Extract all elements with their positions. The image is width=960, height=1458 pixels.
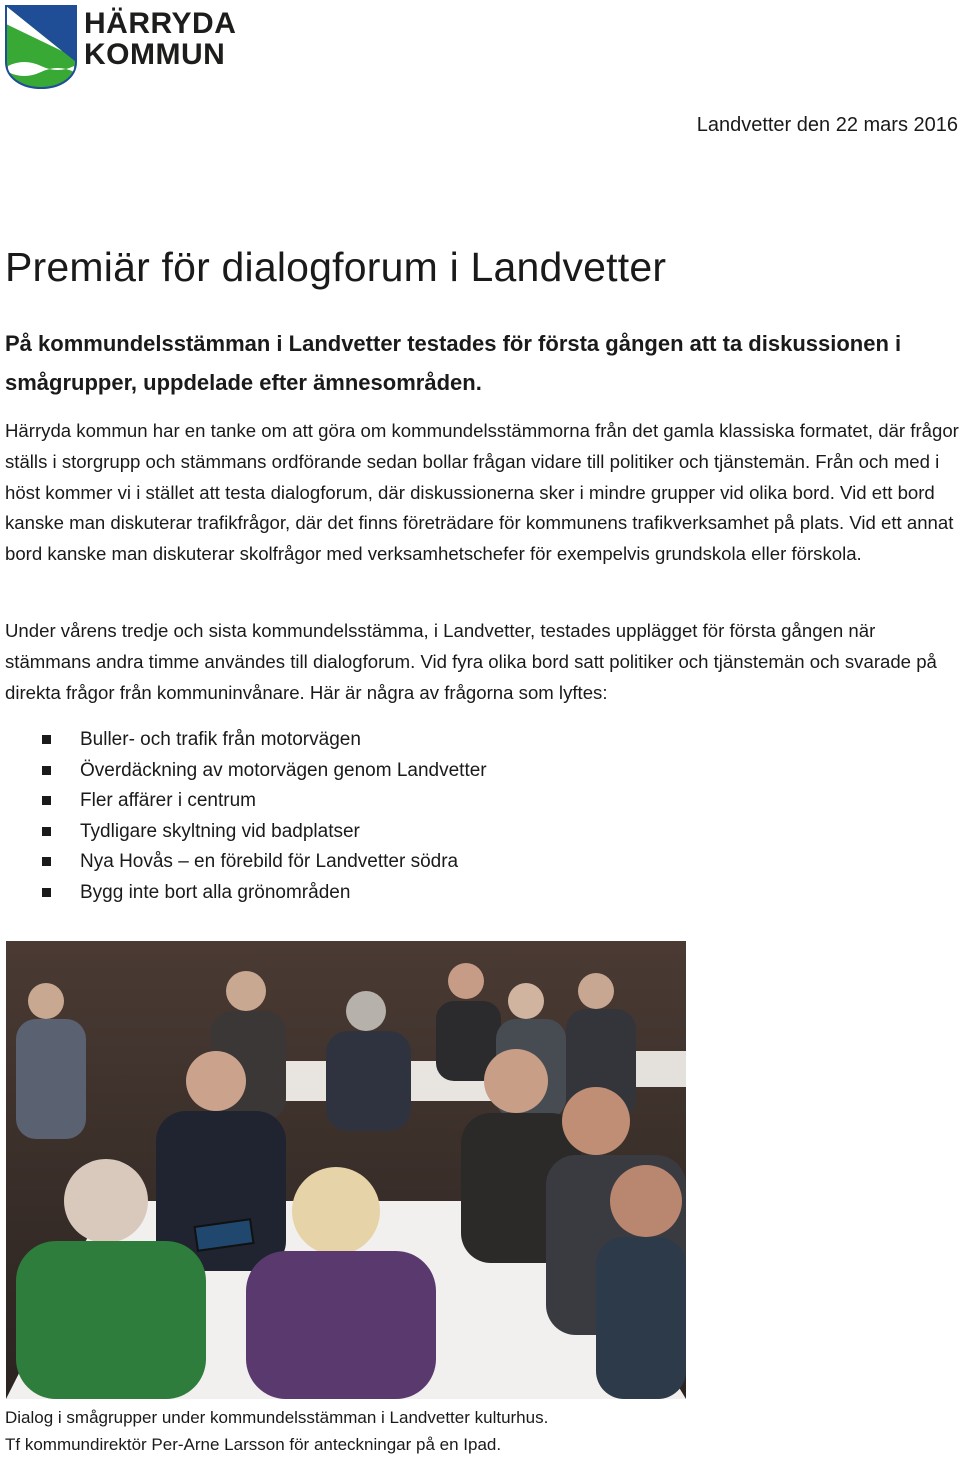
- municipality-shield-icon: [4, 4, 78, 90]
- logo-line-1: HÄRRYDA: [84, 7, 237, 40]
- logo-wordmark: [84, 8, 236, 70]
- article-lead: På kommundelsstämman i Landvetter testades för första gången att ta diskussionen i smågrupper, uppdelade efter ämnesområden.: [5, 331, 902, 395]
- photo-caption: [5, 1404, 548, 1458]
- bullet-square-icon: [42, 766, 51, 775]
- list-item: Bygg inte bort alla grönområden: [42, 878, 487, 909]
- article-paragraph-1: Härryda kommun har en tanke om att göra om kommundelsstämmorna från det gamla klassiska formatet, där frågor ställs i storgrupp och stämmans ordförande sedan bollar frågan vidare till politiker och tjänstemän. Från och med i höst kommer vi i stället att testa dialogforum, där diskussionerna sker i mindre grupper vid olika bord. Vid ett bord kanske man diskuterar trafikfrågor, där det finns företrädare för kommunens trafikverksamhet på plats. Vid ett annat bord kanske man diskuterar skolfrågor med verksamhetschefer för exempelvis grundskola eller förskola.: [5, 420, 959, 565]
- question-list: [42, 725, 487, 908]
- list-item: Tydligare skyltning vid badplatser: [42, 817, 487, 848]
- dialogforum-photo: [6, 941, 686, 1399]
- harryda-kommun-logo: [4, 4, 236, 90]
- photo-illustration: [6, 941, 686, 1399]
- bullet-square-icon: [42, 827, 51, 836]
- bullet-square-icon: [42, 796, 51, 805]
- bullet-square-icon: [42, 735, 51, 744]
- list-item: Nya Hovås – en förebild för Landvetter södra: [42, 847, 487, 878]
- list-item: Överdäckning av motorvägen genom Landvetter: [42, 756, 487, 787]
- article-paragraph-2: Under vårens tredje och sista kommundelsstämma, i Landvetter, testades upplägget för första gången när stämmans andra timme användes till dialogforum. Vid fyra olika bord satt politiker och tjänstemän och svarade på direkta frågor från kommuninvånare. Här är några av frågorna som lyftes:: [5, 620, 937, 703]
- list-item: Fler affärer i centrum: [42, 786, 487, 817]
- bullet-square-icon: [42, 857, 51, 866]
- document-date: Landvetter den 22 mars 2016: [696, 114, 958, 136]
- list-item: Buller- och trafik från motorvägen: [42, 725, 487, 756]
- logo-line-2: KOMMUN: [84, 38, 226, 71]
- caption-line-2: Tf kommundirektör Per-Arne Larsson för anteckningar på en Ipad.: [5, 1435, 502, 1454]
- article-title: Premiär för dialogforum i Landvetter: [5, 244, 667, 290]
- caption-line-1: Dialog i smågrupper under kommundelsstämman i Landvetter kulturhus.: [5, 1408, 549, 1427]
- bullet-square-icon: [42, 888, 51, 897]
